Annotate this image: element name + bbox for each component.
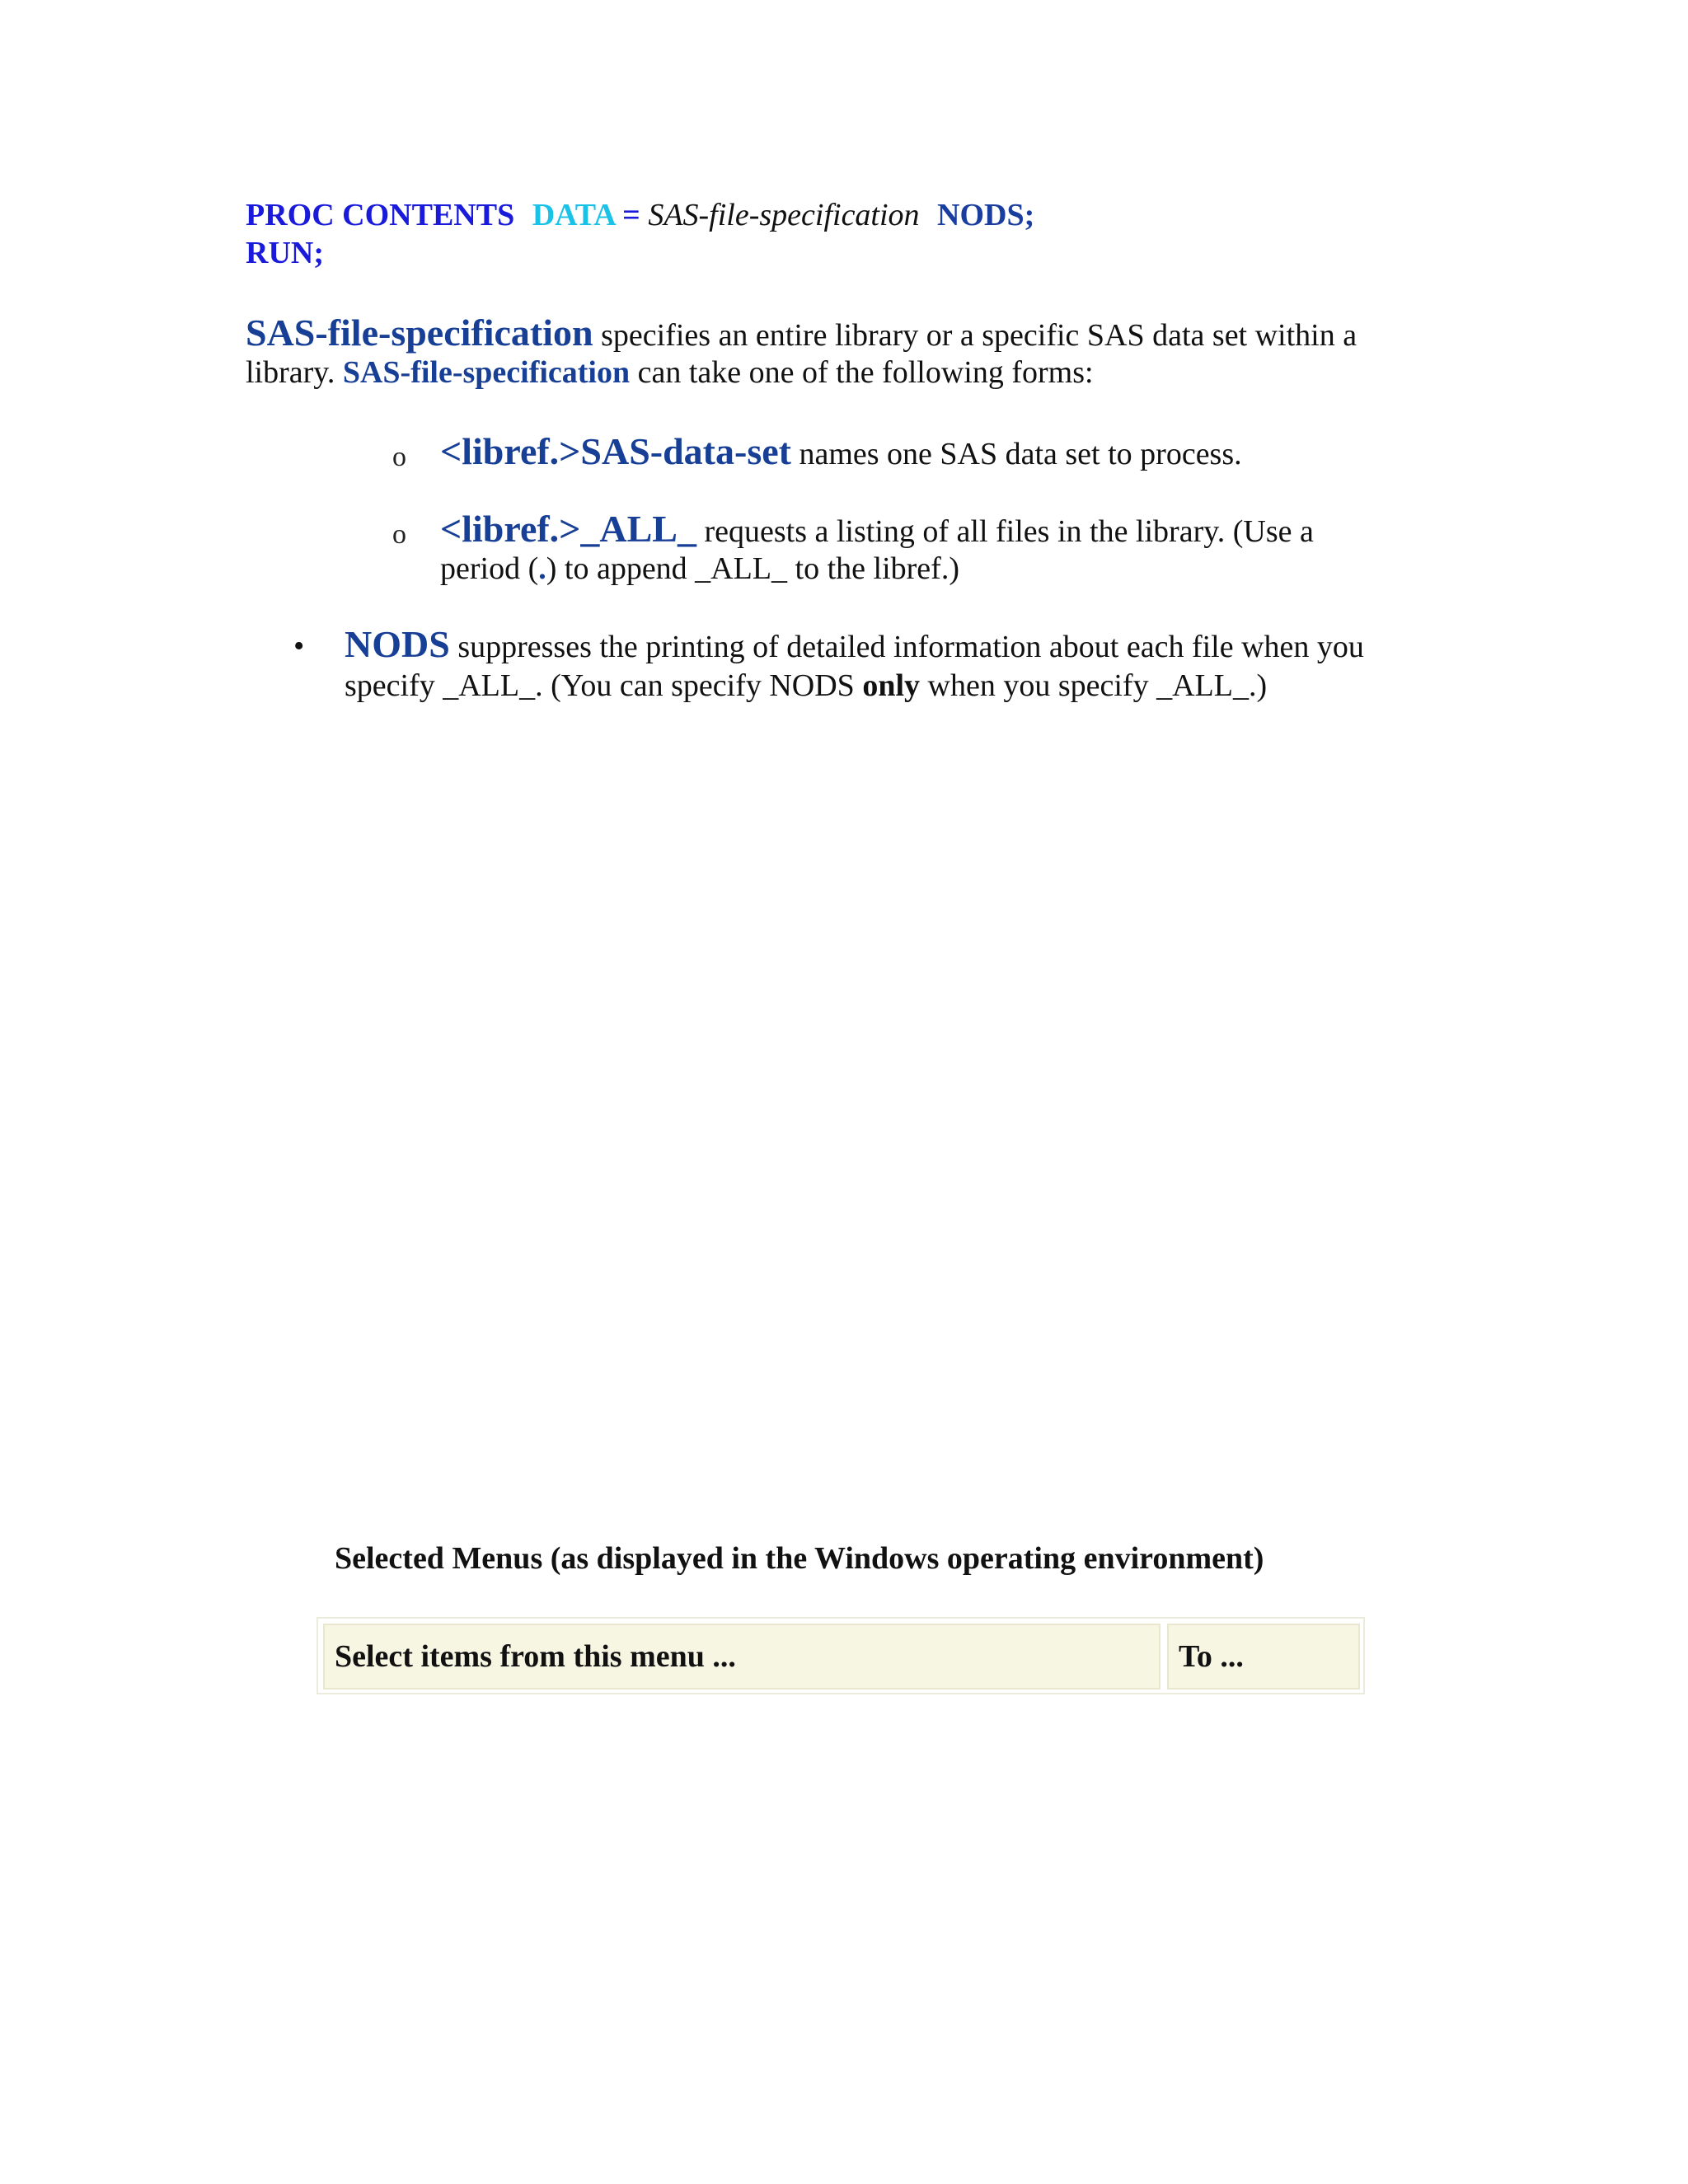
sub-item-2-line2-pre: period (	[440, 551, 539, 586]
table-header-to: To ...	[1167, 1624, 1360, 1690]
code-line-run	[246, 234, 324, 272]
sub-bullet-icon-1: o	[392, 442, 406, 472]
description-text-2-post: can take one of the following forms:	[630, 355, 1094, 390]
nods-text-1: suppresses the printing of detailed information about each file when you	[449, 630, 1364, 664]
spec-placeholder: SAS-file-specification	[648, 198, 920, 232]
sub-item-2-line-1	[440, 509, 1314, 551]
sas-file-spec-term: SAS-file-specification	[246, 312, 593, 354]
equals-sign: =	[622, 198, 640, 232]
menus-title: Selected Menus (as displayed in the Windows operating environment)	[335, 1541, 1264, 1576]
data-keyword: DATA	[532, 198, 615, 232]
menus-table	[316, 1617, 1365, 1694]
run-keyword: RUN;	[246, 236, 324, 270]
sub-item-1	[440, 432, 1242, 474]
sub-item-2-line-2	[440, 549, 959, 588]
proc-contents-keyword: PROC CONTENTS	[246, 198, 515, 232]
disc-bullet-icon: •	[293, 629, 305, 663]
sub-item-2-text: requests a listing of all files in the library. (Use a	[696, 514, 1314, 549]
sas-file-spec-term-2: SAS-file-specification	[342, 355, 631, 390]
table-header-select-items: Select items from this menu ...	[323, 1624, 1160, 1690]
only-emphasis: only	[862, 668, 921, 703]
nods-term: NODS	[345, 623, 450, 665]
period-glyph: .	[538, 551, 546, 586]
description-line-1	[246, 313, 1357, 355]
sub-item-1-text: names one SAS data set to process.	[790, 437, 1242, 471]
nods-line2-post: when you specify _ALL_.)	[920, 668, 1268, 703]
nods-keyword: NODS;	[937, 198, 1035, 232]
description-line-2	[246, 353, 1094, 392]
sub-item-2-line2-post: ) to append _ALL_ to the libref.)	[546, 551, 959, 586]
nods-line2-pre: specify _ALL_. (You can specify NODS	[345, 668, 863, 703]
sub-bullet-icon-2: o	[392, 519, 406, 550]
nods-item-line-2	[345, 666, 1267, 705]
description-text-2-pre: library.	[246, 355, 343, 390]
libref-all-term: <libref.>_ALL_	[440, 508, 696, 550]
description-text-1: specifies an entire library or a specific SAS data set within a	[593, 318, 1357, 353]
nods-item-line-1	[345, 625, 1364, 667]
libref-dataset-term: <libref.>SAS-data-set	[440, 430, 791, 472]
code-line-proc	[246, 196, 1034, 234]
